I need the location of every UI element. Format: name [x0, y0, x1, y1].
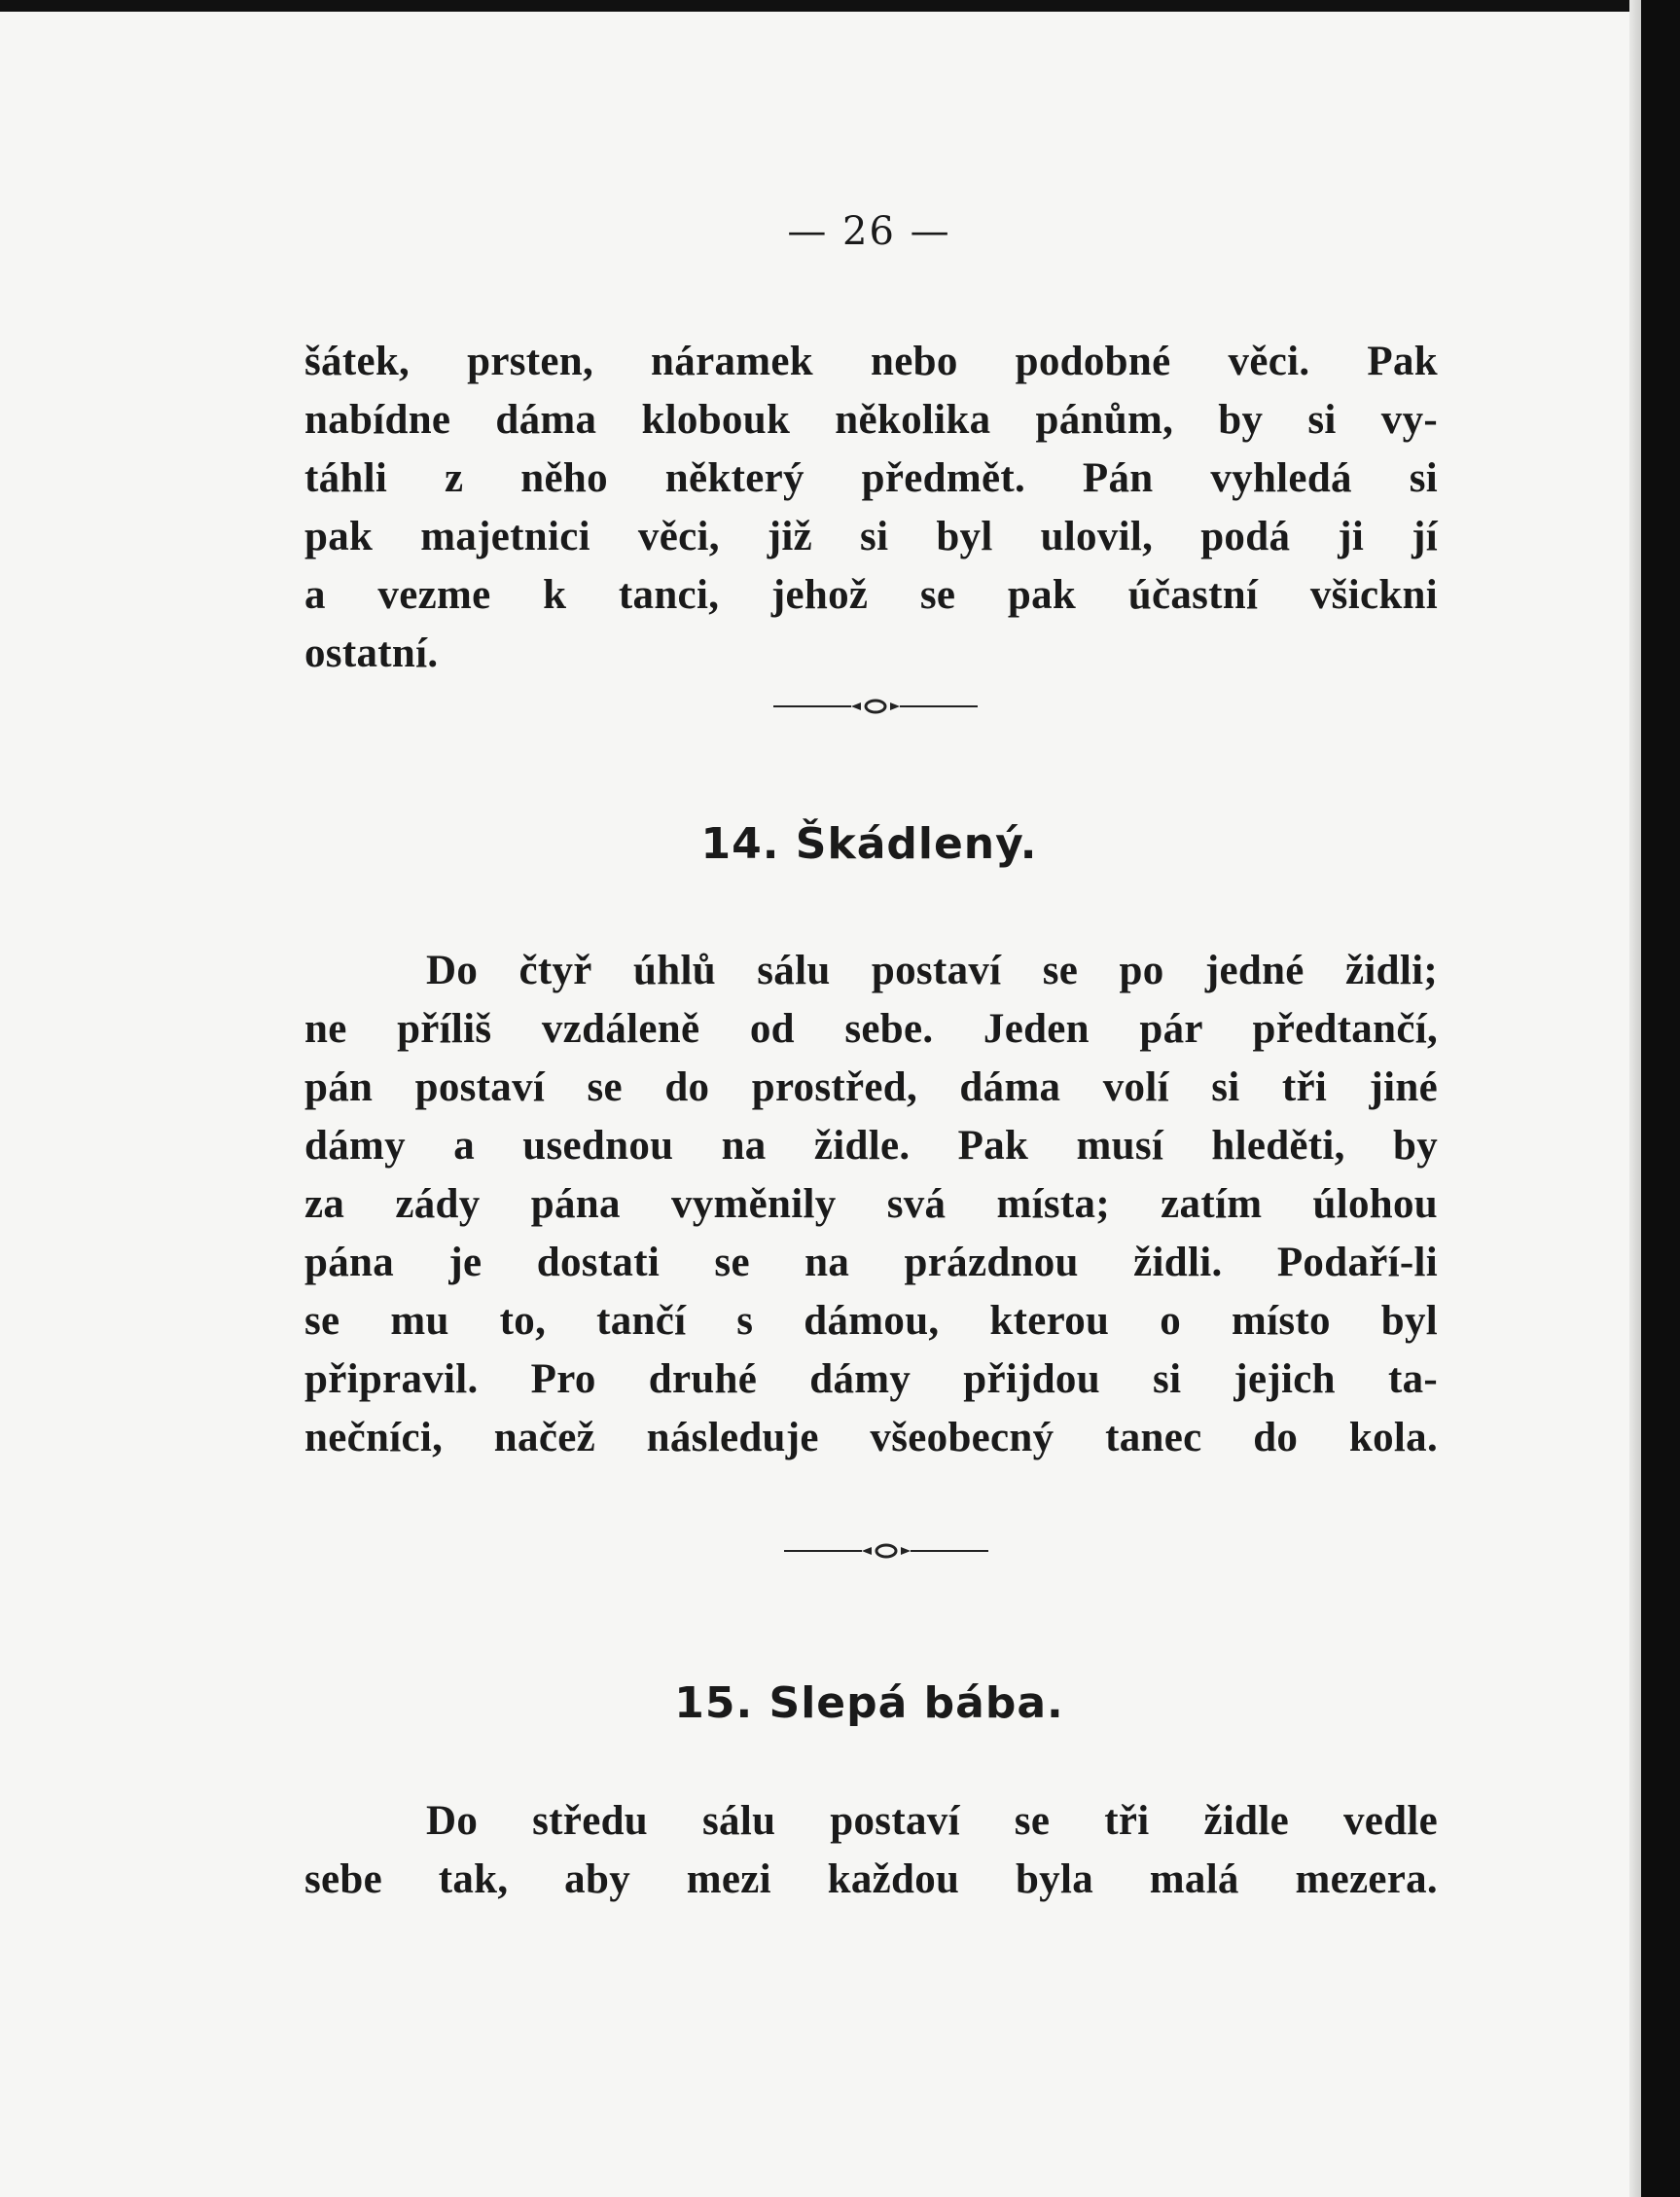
paragraph-continued — [304, 333, 1438, 683]
text-line: pána je dostati se na prázdnou židli. Podaří-li — [304, 1240, 1438, 1285]
text-line: pak majetnici věci, již si byl ulovil, podá ji jí — [304, 514, 1438, 559]
text-line: nabídne dáma klobouk několika pánům, by si vy- — [304, 397, 1438, 443]
text-line: připravil. Pro druhé dámy přijdou si jejich ta- — [304, 1356, 1438, 1402]
ornament-divider — [773, 697, 978, 716]
text-line: a vezme k tanci, jehož se pak účastní všickni — [304, 572, 1438, 618]
text-line: táhli z něho některý předmět. Pán vyhledá si — [304, 455, 1438, 501]
scan-edge-top — [0, 0, 1680, 12]
section-heading: 15. Slepá bába. — [674, 1678, 1064, 1728]
text-line: za zády pána vyměnily svá místa; zatím úlohou — [304, 1181, 1438, 1227]
text-line: nečníci, načež následuje všeobecný tanec do kola. — [304, 1415, 1438, 1460]
text-line: se mu to, tančí s dámou, kterou o místo byl — [304, 1298, 1438, 1344]
text-line: pán postaví se do prostřed, dáma volí si tři jiné — [304, 1064, 1438, 1110]
text-line: sebe tak, aby mezi každou byla malá mezera. — [304, 1856, 1438, 1902]
text-line: šátek, prsten, náramek nebo podobné věci. Pak — [304, 339, 1438, 384]
paragraph-section-15 — [304, 1792, 1438, 1909]
text-line: Do čtyř úhlů sálu postaví se po jedné židli; — [426, 948, 1438, 993]
page-number: — 26 — — [787, 209, 951, 254]
paragraph-section-14 — [304, 942, 1438, 1467]
text-line: ostatní. — [304, 630, 439, 676]
scan-edge-shadow — [1629, 0, 1641, 2197]
ornament-divider — [784, 1541, 988, 1561]
section-heading: 14. Škádlený. — [700, 819, 1038, 869]
text-line: Do středu sálu postaví se tři židle vedle — [426, 1798, 1438, 1844]
text-line: dámy a usednou na židle. Pak musí hleděti, by — [304, 1123, 1438, 1169]
text-line: ne příliš vzdáleně od sebe. Jeden pár předtančí, — [304, 1006, 1438, 1052]
scan-edge-right — [1641, 0, 1680, 2197]
